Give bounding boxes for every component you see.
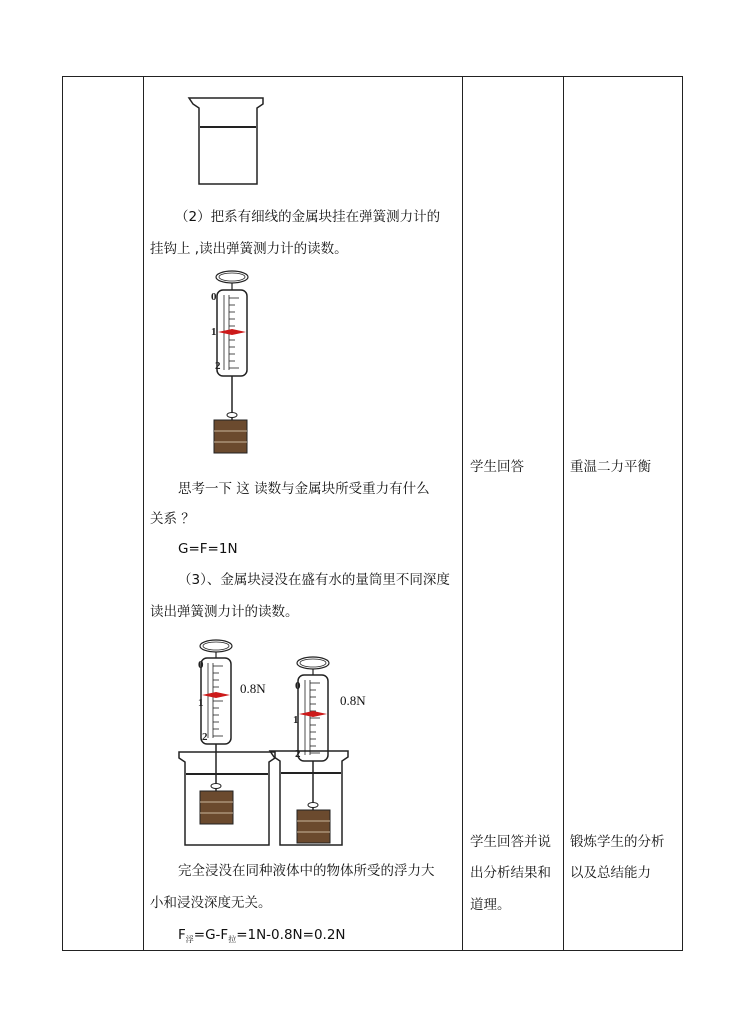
scale-label-two: 2 bbox=[215, 360, 221, 372]
immersed-setup-right bbox=[268, 653, 358, 858]
empty-beaker-figure bbox=[185, 96, 270, 188]
conclusion-line1: 完全浸没在同种液体中的物体所受的浮力大 bbox=[178, 863, 435, 879]
scale-label-zero-left: 0 bbox=[198, 659, 204, 671]
student-answer-row1: 学生回答 bbox=[470, 459, 524, 475]
student-answer-row2-line2: 出分析结果和 bbox=[470, 865, 551, 881]
reading-left: 0.8N bbox=[240, 681, 266, 696]
formula-buoyancy bbox=[178, 926, 346, 949]
column-divider-1 bbox=[143, 76, 144, 951]
formula-f-part2: =G-F bbox=[193, 927, 229, 943]
reading-right: 0.8N bbox=[340, 693, 366, 708]
think-line2: 关系 ？ bbox=[150, 511, 195, 527]
metal-block-left bbox=[200, 791, 233, 824]
purpose-row1: 重温二力平衡 bbox=[570, 459, 651, 475]
scale-label-zero: 0 bbox=[211, 291, 217, 303]
student-answer-row2-line3: 道理。 bbox=[470, 897, 511, 913]
table-left-border bbox=[62, 76, 63, 951]
student-answer-row2-line1: 学生回答并说 bbox=[470, 834, 551, 850]
table-top-border bbox=[62, 76, 683, 77]
step3-line1: （3）、金属块浸没在盛有水的量筒里不同深度 bbox=[178, 572, 450, 588]
scale-label-two-right: 2 bbox=[295, 748, 301, 760]
formula-f-sub1: 浮 bbox=[185, 935, 194, 944]
step3-line2: 读出弹簧测力计的读数。 bbox=[150, 604, 299, 620]
scale-label-zero-right: 0 bbox=[295, 680, 301, 692]
formula-f-part1: F bbox=[178, 927, 186, 943]
metal-block bbox=[214, 420, 247, 453]
metal-block-right bbox=[297, 810, 330, 843]
scale-label-one: 1 bbox=[211, 326, 217, 338]
table-bottom-border bbox=[62, 950, 683, 951]
spring-scale-figure bbox=[205, 268, 265, 460]
think-line1: 思考一下 这 读数与金属块所受重力有什么 bbox=[178, 481, 430, 497]
formula-f-sub2: 拉 bbox=[228, 935, 237, 944]
purpose-row2-line1: 锻炼学生的分析 bbox=[570, 834, 665, 850]
table-right-border bbox=[682, 76, 683, 951]
formula-f-part3: =1N-0.8N=0.2N bbox=[236, 927, 346, 943]
column-divider-2 bbox=[462, 76, 463, 951]
column-divider-3 bbox=[563, 76, 564, 951]
step2-line1: （2）把系有细线的金属块挂在弹簧测力计的 bbox=[175, 209, 441, 225]
step2-line2: 挂钩上 ,读出弹簧测力计的读数。 bbox=[150, 241, 348, 257]
immersed-setup-left bbox=[178, 636, 278, 848]
scale-label-one-left: 1 bbox=[198, 697, 204, 709]
scale-label-one-right: 1 bbox=[293, 714, 299, 726]
purpose-row2-line2: 以及总结能力 bbox=[570, 865, 651, 881]
formula-gravity: G=F=1N bbox=[178, 541, 238, 557]
conclusion-line2: 小和浸没深度无关。 bbox=[150, 895, 272, 911]
scale-label-two-left: 2 bbox=[202, 731, 208, 743]
